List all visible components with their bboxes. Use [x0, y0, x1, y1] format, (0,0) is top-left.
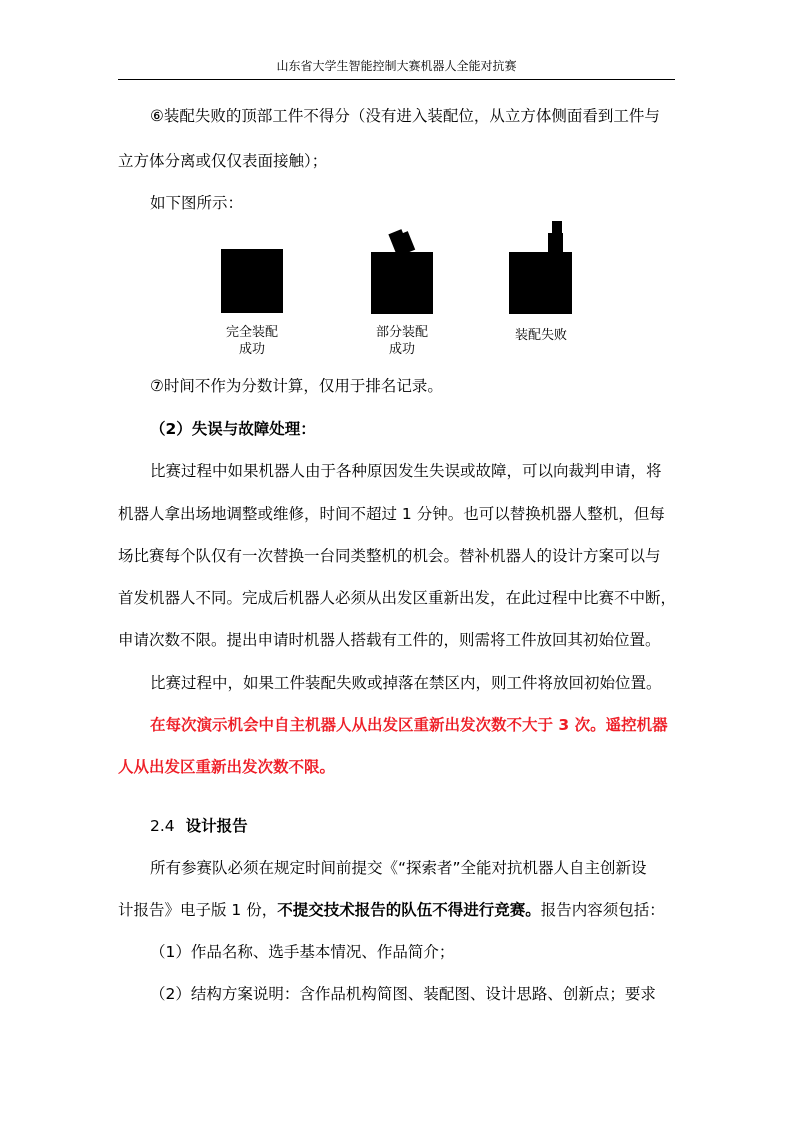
report-copy-note: 计报告》电子版 1 份，: [118, 901, 278, 919]
item-7: ⑦时间不作为分数计算，仅用于排名记录。: [150, 377, 443, 395]
paragraph-1-line-5: 申请次数不限。提出申请时机器人搭载有工件的，则需将工件放回其初始位置。: [118, 631, 661, 649]
list-item-2: （2）结构方案说明：含作品机构简图、装配图、设计思路、创新点；要求: [150, 985, 656, 1003]
red-rule-line-1: 在每次演示机会中自主机器人从出发区重新出发次数不大于 3 次。遥控机器: [150, 716, 668, 734]
list-item-1: （1）作品名称、选手基本情况、作品简介；: [150, 943, 455, 961]
failed-assembly-base: [509, 252, 572, 314]
paragraph-3-line-1: 所有参赛队必须在规定时间前提交《“探索者”全能对抗机器人自主创新设: [150, 859, 647, 877]
paragraph-1-line-2: 机器人拿出场地调整或维修，时间不超过 1 分钟。也可以替换机器人整机，但每: [118, 505, 665, 523]
section-2-4-heading: [150, 815, 248, 837]
complete-assembly-block: [221, 249, 283, 313]
page-header: 山东省大学生智能控制大赛机器人全能对抗赛: [118, 55, 675, 80]
paragraph-1-line-1: 比赛过程中如果机器人由于各种原因发生失误或故障，可以向裁判申请，将: [150, 462, 662, 480]
mandatory-report-warning: 不提交技术报告的队伍不得进行竞赛。: [277, 901, 541, 919]
paragraph-1-line-4: 首发机器人不同。完成后机器人必须从出发区重新出发，在此过程中比赛不中断，: [118, 589, 677, 607]
caption-partial-assembly: 部分装配 成功: [375, 325, 428, 357]
failed-assembly-part-upper: [552, 221, 562, 234]
caption-complete-assembly: 完全装配 成功: [225, 325, 278, 357]
partial-assembly-base: [371, 252, 433, 314]
red-rule-line-2: 人从出发区重新出发次数不限。: [118, 758, 336, 776]
section-number: 2.4: [150, 817, 175, 835]
section-title: 设计报告: [185, 817, 248, 835]
item-6-line-2: 立方体分离或仅仅表面接触）；: [118, 152, 328, 170]
failed-assembly-part-lower: [548, 233, 563, 253]
caption-failed-assembly: 装配失败: [514, 328, 567, 343]
figure-intro: 如下图所示：: [150, 194, 244, 212]
paragraph-3-line-2: [118, 899, 665, 921]
section-2-heading: （2）失误与故障处理：: [150, 420, 316, 438]
paragraph-1-line-3: 场比赛每个队仅有一次替换一台同类整机的机会。替补机器人的设计方案可以与: [118, 547, 661, 565]
paragraph-2: 比赛过程中，如果工件装配失败或掉落在禁区内，则工件将放回初始位置。: [150, 674, 662, 692]
item-6-line-1: ⑥装配失败的顶部工件不得分（没有进入装配位，从立方体侧面看到工件与: [150, 107, 660, 125]
report-contents-intro: 报告内容须包括：: [540, 901, 665, 919]
